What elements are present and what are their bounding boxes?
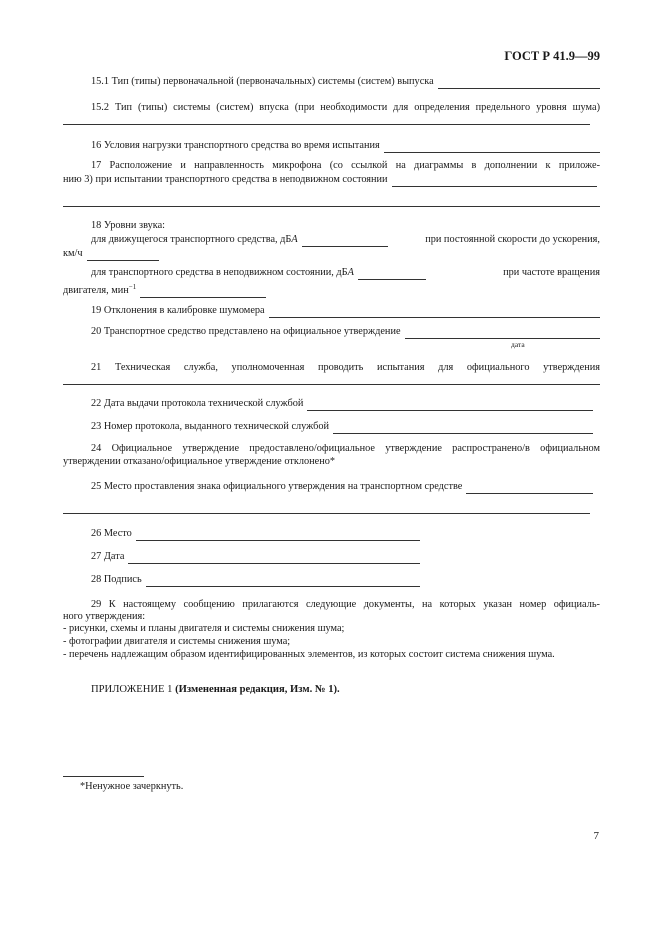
annex-label: ПРИЛОЖЕНИЕ 1 — [91, 684, 173, 695]
item-17-line2 — [63, 174, 597, 187]
item-25 — [91, 481, 593, 494]
item-22-label: 22 Дата выдачи протокола технической службой — [91, 398, 304, 409]
item-19-field[interactable] — [269, 308, 600, 318]
item-21-field[interactable] — [63, 384, 600, 385]
item-25-field[interactable] — [466, 484, 593, 494]
item-18-static-rpm-label: при частоте вращения — [503, 267, 600, 278]
item-28-field[interactable] — [146, 577, 420, 587]
item-17-field[interactable] — [392, 177, 597, 187]
annex-note — [91, 684, 340, 695]
item-23-field[interactable] — [333, 424, 593, 434]
item-19-label: 19 Отклонения в калибровке шумомера — [91, 305, 265, 316]
footnote: *Ненужное зачеркнуть. — [80, 781, 184, 792]
item-16-label: 16 Условия нагрузки транспортного средства во время испытания — [91, 140, 380, 151]
item-19 — [91, 305, 600, 318]
item-15-1-field[interactable] — [438, 79, 600, 89]
item-20 — [91, 326, 600, 339]
item-21: 21 Техническая служба, уполномоченная проводить испытания для официального утверждения — [91, 362, 600, 373]
item-20-date-note: дата — [511, 340, 525, 349]
item-15-2-field[interactable] — [63, 124, 590, 125]
item-29-line1: 29 К настоящему сообщению прилагаются следующие документы, на которых указан номер официаль- — [91, 599, 600, 610]
item-16-field[interactable] — [384, 143, 600, 153]
item-29-bullet-2: - фотографии двигателя и системы снижения шума; — [63, 636, 291, 647]
footnote-divider — [63, 776, 144, 777]
item-20-field[interactable] — [405, 329, 600, 339]
item-17-extra-field[interactable] — [63, 206, 600, 207]
item-26 — [91, 528, 420, 541]
item-15-1-label: 15.1 Тип (типы) первоначальной (первоначальных) системы (систем) выпуска — [91, 76, 434, 87]
item-18-title: 18 Уровни звука: — [91, 220, 166, 231]
annex-edit-note: (Измененная редакция, Изм. № 1). — [175, 684, 340, 695]
item-23 — [91, 421, 593, 434]
item-15-1 — [91, 76, 600, 89]
item-27-field[interactable] — [128, 554, 420, 564]
item-28 — [91, 574, 420, 587]
item-26-label: 26 Место — [91, 528, 132, 539]
item-27 — [91, 551, 420, 564]
item-17-line1: 17 Расположение и направленность микрофона (со ссылкой на диаграммы в дополнении к приложе- — [91, 160, 600, 171]
item-16 — [91, 140, 600, 153]
item-29-bullet-1: - рисунки, схемы и планы двигателя и системы снижения шума; — [63, 623, 345, 634]
item-25-label: 25 Место проставления знака официального утверждения на транспортном средстве — [91, 481, 463, 492]
item-18-rpm — [63, 281, 600, 298]
item-22-field[interactable] — [307, 401, 593, 411]
item-18-speed-field[interactable] — [87, 251, 159, 261]
item-28-label: 28 Подпись — [91, 574, 142, 585]
item-20-label: 20 Транспортное средство представлено на официальное утверждение — [91, 326, 401, 337]
item-23-label: 23 Номер протокола, выданного технической службой — [91, 421, 330, 432]
item-29-line2: ного утверждения: — [63, 611, 146, 622]
item-18-moving — [91, 234, 600, 247]
item-18-static — [91, 267, 600, 280]
item-18-moving-speed-label: при постоянной скорости до ускорения, — [425, 234, 600, 245]
item-15-2: 15.2 Тип (типы) системы (систем) впуска (при необходимости для определения предельного уровня шума) — [91, 102, 600, 113]
item-17-label: нию 3) при испытании транспортного средства в неподвижном состоянии — [63, 174, 388, 185]
item-24: 24 Официальное утверждение предоставлено/официальное утверждение распространено/в официальном утверждении отказано/официальное утверждение отклонено* — [63, 443, 600, 467]
item-27-label: 27 Дата — [91, 551, 125, 562]
item-18-moving-field[interactable] — [302, 237, 388, 247]
document-header: ГОСТ Р 41.9—99 — [504, 49, 600, 63]
item-18-rpm-field[interactable] — [140, 288, 266, 298]
item-18-rpm-unit: двигателя, мин$^{-1}$ — [63, 283, 137, 296]
item-18-static-field[interactable] — [358, 270, 426, 280]
item-18-static-label: для транспортного средства в неподвижном состоянии, дБA — [91, 267, 354, 278]
item-18-speed — [63, 248, 600, 261]
item-18-moving-label: для движущегося транспортного средства, дБA — [91, 234, 298, 245]
item-29-bullet-3: - перечень надлежащим образом идентифицированных элементов, из которых состоит система снижения шума. — [63, 649, 555, 660]
page-number: 7 — [593, 830, 599, 842]
item-18-speed-unit: км/ч — [63, 248, 83, 259]
item-26-field[interactable] — [136, 531, 420, 541]
item-25-extra-field[interactable] — [63, 513, 590, 514]
item-22 — [91, 398, 593, 411]
